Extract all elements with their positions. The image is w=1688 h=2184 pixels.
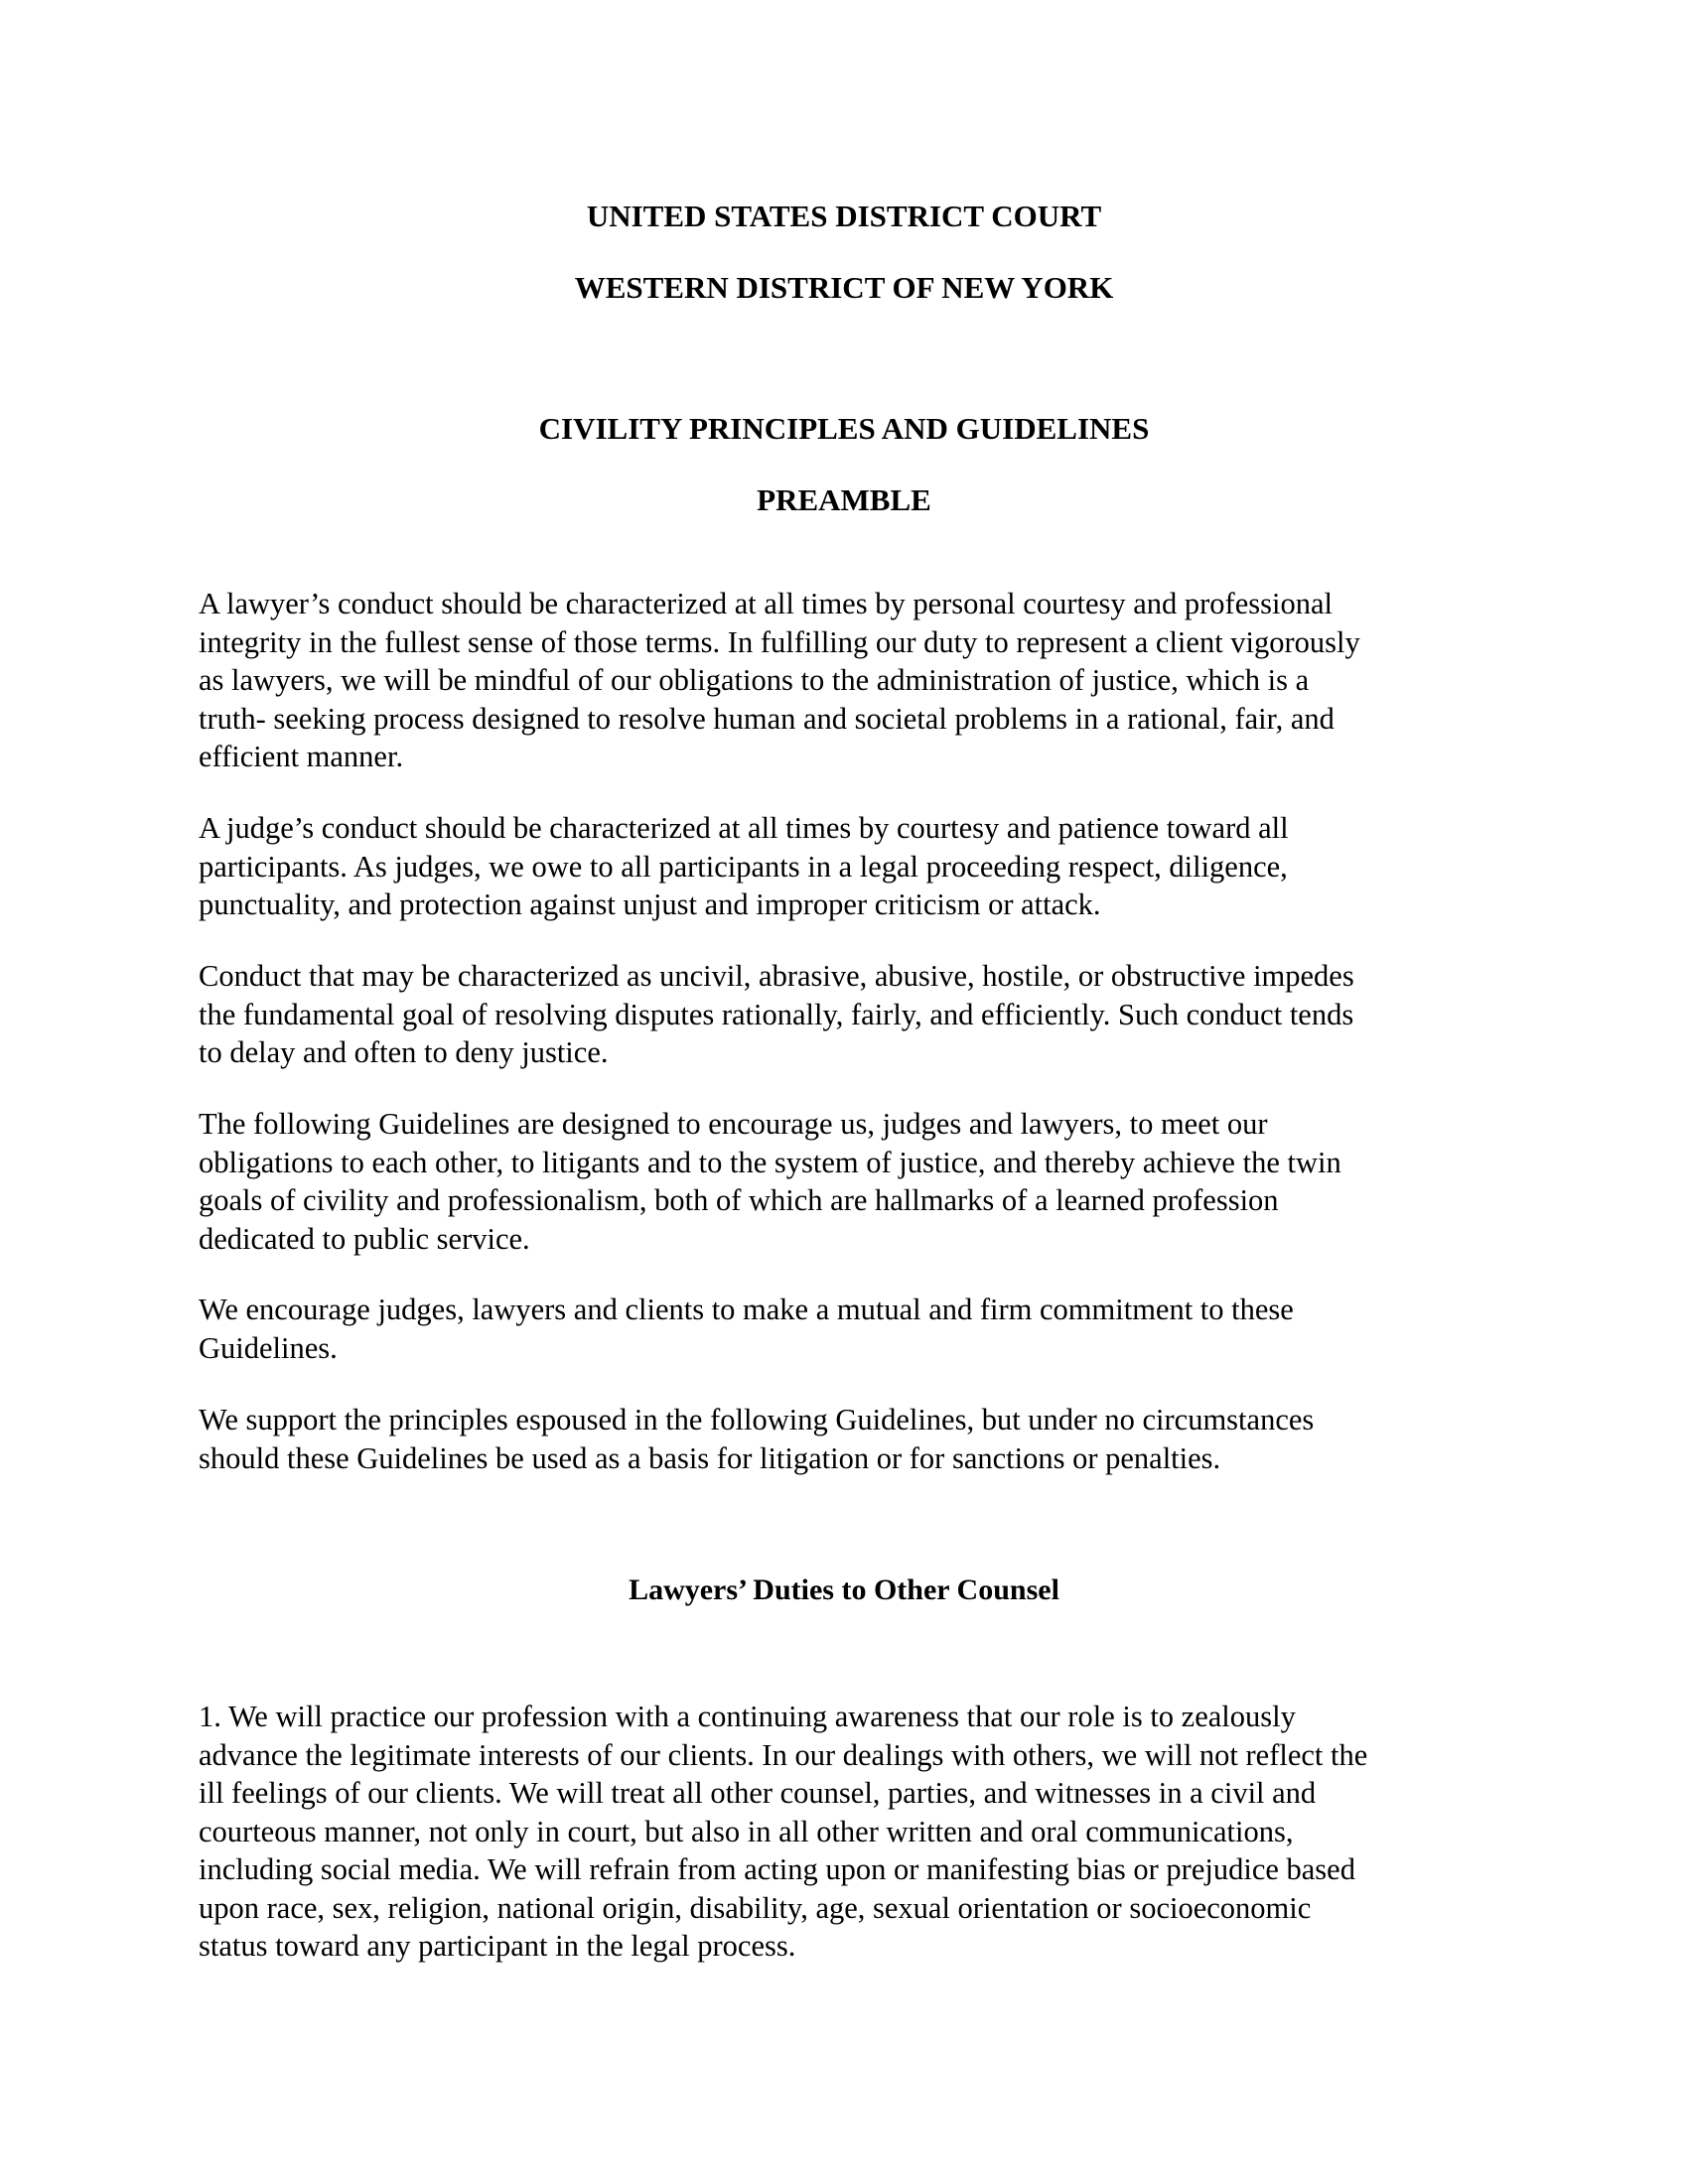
text-line: the fundamental goal of resolving disputes rationally, fairly, and efficiently. Such conduct tends (199, 997, 1354, 1031)
text-line: A judge’s conduct should be characterized at all times by courtesy and patience toward all (199, 811, 1289, 845)
preamble-paragraph (199, 957, 1489, 1072)
text-line: Guidelines. (199, 1330, 338, 1365)
text-line: The following Guidelines are designed to encourage us, judges and lawyers, to meet our (199, 1107, 1268, 1141)
district-heading: WESTERN DISTRICT OF NEW YORK (574, 270, 1114, 305)
text-line: truth- seeking process designed to resolve human and societal problems in a rational, fair, and (199, 701, 1335, 736)
text-line: A lawyer’s conduct should be characterized at all times by personal courtesy and professional (199, 587, 1333, 620)
text-line: should these Guidelines be used as a basis for litigation or for sanctions or penalties. (199, 1440, 1221, 1475)
text-line: to delay and often to deny justice. (199, 1035, 609, 1069)
preamble-paragraph (199, 809, 1489, 924)
text-line: efficient manner. (199, 740, 404, 773)
court-name-heading: UNITED STATES DISTRICT COURT (586, 199, 1102, 233)
preamble-heading: PREAMBLE (757, 482, 931, 517)
section-heading: Lawyers’ Duties to Other Counsel (629, 1573, 1059, 1606)
document-title: CIVILITY PRINCIPLES AND GUIDELINES (538, 411, 1150, 446)
preamble-paragraph (199, 1105, 1489, 1258)
text-line: upon race, sex, religion, national origin, disability, age, sexual orientation or socioeconomic (199, 1890, 1312, 1925)
preamble-paragraph (199, 585, 1489, 776)
text-line: ill feelings of our clients. We will treat all other counsel, parties, and witnesses in a civil and (199, 1776, 1317, 1810)
text-line: 1. We will practice our profession with a continuing awareness that our role is to zealously (199, 1700, 1296, 1733)
text-line: dedicated to public service. (199, 1221, 530, 1256)
text-line: as lawyers, we will be mindful of our obligations to the administration of justice, which is a (199, 663, 1310, 697)
preamble-paragraph (199, 1291, 1489, 1367)
text-line: courteous manner, not only in court, but also in all other written and oral communications, (199, 1814, 1294, 1848)
text-line: advance the legitimate interests of our clients. In our dealings with others, we will not reflect the (199, 1737, 1368, 1772)
text-line: integrity in the fullest sense of those terms. In fulfilling our duty to represent a client vigorously (199, 624, 1360, 659)
text-line: status toward any participant in the legal process. (199, 1929, 796, 1963)
text-line: including social media. We will refrain from acting upon or manifesting bias or prejudice based (199, 1852, 1355, 1886)
text-line: We encourage judges, lawyers and clients to make a mutual and firm commitment to these (199, 1293, 1294, 1326)
text-line: goals of civility and professionalism, both of which are hallmarks of a learned profession (199, 1183, 1279, 1217)
text-line: We support the principles espoused in the following Guidelines, but under no circumstances (199, 1403, 1315, 1436)
text-line: obligations to each other, to litigants and to the system of justice, and thereby achieve the twin (199, 1145, 1341, 1179)
text-line: Conduct that may be characterized as uncivil, abrasive, abusive, hostile, or obstructive impedes (199, 959, 1354, 993)
guideline-item (199, 1698, 1489, 1966)
text-line: participants. As judges, we owe to all participants in a legal proceeding respect, diligence, (199, 849, 1288, 884)
text-line: punctuality, and protection against unjust and improper criticism or attack. (199, 887, 1101, 921)
preamble-paragraph (199, 1401, 1489, 1477)
